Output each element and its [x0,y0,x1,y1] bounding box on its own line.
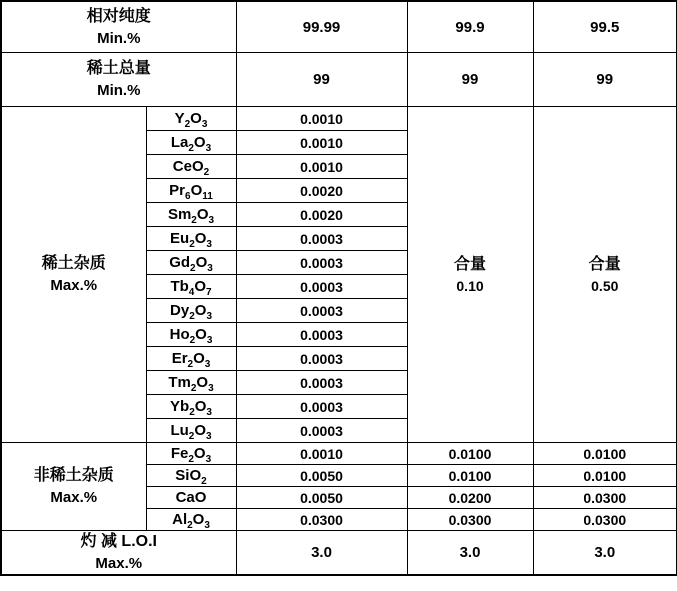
re-impurities-total-995 [533,107,677,443]
total-re-label-unit: Min.% [97,82,141,99]
loi-995: 3.0 [533,531,677,576]
re-impurities-total-999 [407,107,533,443]
limit-9999: 0.0050 [236,487,407,509]
oxide-formula: $La_2O_3$ [146,131,236,155]
oxide-formula: $Tm_2O_3$ [146,371,236,395]
relative-purity-grade-999: 99.9 [407,1,533,53]
relative-purity-label-unit: Min.% [97,29,141,47]
limit-999: 0.0200 [407,487,533,509]
re-impurities-label-unit: Max.% [50,277,98,294]
total-label: 合量 [588,255,621,273]
loi-label-cn: 灼 减 L.O.I [80,533,157,550]
total-label: 合量 [454,255,487,273]
oxide-limit-9999: 0.0003 [236,347,407,371]
oxide-limit-9999: 0.0003 [236,299,407,323]
oxide-formula: $Eu_2O_3$ [146,227,236,251]
limit-999: 0.0300 [407,509,533,531]
oxide-formula: $Y_2O_3$ [146,107,236,131]
non-re-impurities-group-label [1,443,146,531]
oxide-formula: $Fe_2O_3$ [146,443,236,465]
re-impurities-label-cn: 稀土杂质 [41,255,106,272]
oxide-formula: $Lu_2O_3$ [146,419,236,443]
total-re-grade-995: 99 [533,53,677,107]
row-total-rare-earth [1,53,677,107]
total-value: 0.50 [591,277,619,294]
limit-995: 0.0300 [533,487,677,509]
total-re-grade-999: 99 [407,53,533,107]
oxide-formula: $Er_2O_3$ [146,347,236,371]
oxide-formula: $Dy_2O_3$ [146,299,236,323]
oxide-limit-9999: 0.0010 [236,107,407,131]
limit-999: 0.0100 [407,465,533,487]
limit-995: 0.0300 [533,509,677,531]
oxide-limit-9999: 0.0003 [236,395,407,419]
limit-995: 0.0100 [533,465,677,487]
limit-9999: 0.0300 [236,509,407,531]
relative-purity-grade-9999: 99.99 [236,1,407,53]
oxide-limit-9999: 0.0003 [236,419,407,443]
oxide-formula: $Sm_2O_3$ [146,203,236,227]
oxide-limit-9999: 0.0003 [236,251,407,275]
oxide-formula: $Al_2O_3$ [146,509,236,531]
limit-995: 0.0100 [533,443,677,465]
row-relative-purity [1,1,677,53]
oxide-formula: $Ho_2O_3$ [146,323,236,347]
oxide-limit-9999: 0.0010 [236,155,407,179]
oxide-limit-9999: 0.0010 [236,131,407,155]
limit-9999: 0.0050 [236,465,407,487]
total-re-grade-9999: 99 [236,53,407,107]
oxide-formula: $Yb_2O_3$ [146,395,236,419]
loi-label-unit: Max.% [95,555,143,572]
oxide-formula: $Tb_4O_7$ [146,275,236,299]
oxide-limit-9999: 0.0003 [236,275,407,299]
row-loi [1,531,677,576]
loi-label [1,531,236,576]
re-impurities-group-label [1,107,146,443]
re-impurity-row [1,107,677,131]
oxide-formula: $Pr_6O_{11}$ [146,179,236,203]
loi-9999: 3.0 [236,531,407,576]
oxide-formula: CeO$_2$ [146,155,236,179]
relative-purity-label [1,1,236,53]
relative-purity-label-cn: 相对纯度 [86,7,151,25]
relative-purity-grade-995: 99.5 [533,1,677,53]
non-re-impurities-label-cn: 非稀土杂质 [33,467,114,484]
non-re-impurities-label-unit: Max.% [50,489,98,506]
limit-9999: 0.0010 [236,443,407,465]
oxide-limit-9999: 0.0020 [236,203,407,227]
total-re-label [1,53,236,107]
non-re-impurity-row [1,443,677,465]
oxide-limit-9999: 0.0003 [236,323,407,347]
oxide-limit-9999: 0.0003 [236,371,407,395]
oxide-formula: $Gd_2O_3$ [146,251,236,275]
loi-999: 3.0 [407,531,533,576]
limit-999: 0.0100 [407,443,533,465]
total-re-label-cn: 稀土总量 [86,60,151,77]
oxide-formula: SiO$_2$ [146,465,236,487]
total-value: 0.10 [456,277,484,294]
oxide-limit-9999: 0.0020 [236,179,407,203]
oxide-formula: CaO [146,487,236,509]
oxide-limit-9999: 0.0003 [236,227,407,251]
